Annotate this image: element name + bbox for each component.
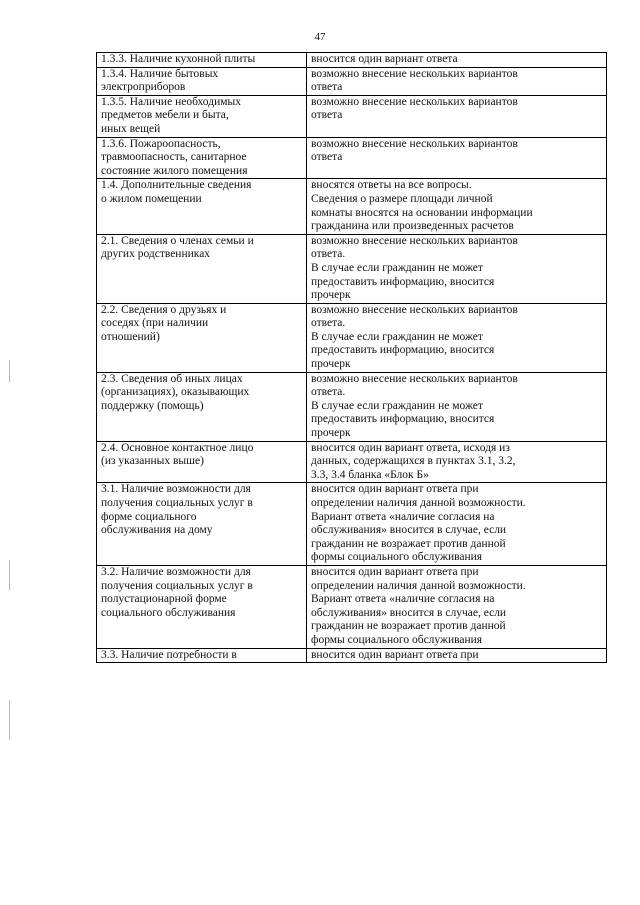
text-line: ответа (311, 151, 343, 164)
text-line: (организациях), оказывающих (101, 386, 250, 399)
scan-edge-mark (9, 360, 10, 382)
text-line: определении наличия данной возможности. (311, 579, 526, 592)
scan-edge-mark (9, 560, 10, 590)
text-line: (из указанных выше) (101, 455, 204, 468)
text-line: прочерк (311, 289, 351, 302)
table-body (97, 53, 607, 663)
text-line: вносится один вариант ответа, исходя из (311, 441, 510, 454)
text-line: полустационарной форме (101, 593, 227, 606)
text-line: форме социального (101, 510, 197, 523)
text-line: предоставить информацию, вносится (311, 344, 495, 357)
instructions-table (96, 52, 607, 663)
text-line: обслуживания» вносится в случае, если (311, 524, 507, 537)
text-line: ответа. (311, 386, 346, 399)
text-line: Вариант ответа «наличие согласия на (311, 510, 495, 523)
text-line: о жилом помещении (101, 192, 202, 205)
table-row (97, 565, 607, 648)
rule-cell (307, 303, 607, 372)
text-line: гражданина или произведенных расчетов (311, 220, 514, 233)
text-line: ответа (311, 109, 343, 122)
rule-cell (307, 372, 607, 441)
rule-cell (307, 179, 607, 234)
text-line: 1.3.4. Наличие бытовых (101, 67, 219, 80)
text-line: 1.3.6. Пожароопасность, (101, 137, 221, 150)
text-line: возможно внесение нескольких вариантов (311, 372, 518, 385)
text-line: возможно внесение нескольких вариантов (311, 137, 518, 150)
rule-cell (307, 565, 607, 648)
text-line: прочерк (311, 427, 351, 440)
text-line: формы социального обслуживания (311, 633, 483, 646)
item-cell (97, 53, 307, 68)
text-line: получения социальных услуг в (101, 497, 253, 509)
text-line: соседях (при наличии (101, 317, 209, 330)
item-cell (97, 372, 307, 441)
rule-cell (307, 67, 607, 95)
text-line: 3.1. Наличие возможности для (101, 483, 251, 496)
text-line: 2.2. Сведения о друзьях и (101, 303, 227, 316)
text-line: прочерк (311, 358, 351, 371)
rule-cell (307, 483, 607, 566)
text-line: иных вещей (101, 122, 161, 135)
text-line: гражданин не возражает против данной (311, 620, 506, 633)
rule-cell (307, 53, 607, 68)
text-line: вносится один вариант ответа при (311, 648, 479, 661)
item-cell (97, 648, 307, 663)
text-line: предоставить информацию, вносится (311, 275, 495, 288)
text-line: возможно внесение нескольких вариантов (311, 303, 518, 316)
item-cell (97, 234, 307, 303)
table-row (97, 67, 607, 95)
text-line: В случае если гражданин не может (311, 399, 483, 412)
text-line: ответа. (311, 317, 346, 330)
text-line: ответа. (311, 248, 346, 261)
text-line: обслуживания на дому (101, 524, 213, 537)
text-line: поддержку (помощь) (101, 399, 204, 412)
text-line: предметов мебели и быта, (101, 109, 229, 122)
rule-cell (307, 234, 607, 303)
page-number: 47 (314, 31, 326, 43)
text-line: 3.3. Наличие потребности в (101, 648, 237, 661)
text-line: формы социального обслуживания (311, 551, 483, 564)
table-row (97, 303, 607, 372)
text-line: В случае если гражданин не может (311, 261, 483, 274)
text-line: 2.1. Сведения о членах семьи и (101, 234, 254, 247)
text-line: ответа (311, 81, 343, 94)
text-line: 1.4. Дополнительные сведения (101, 179, 252, 192)
item-cell (97, 179, 307, 234)
table-row (97, 137, 607, 179)
text-line: вносятся ответы на все вопросы. (311, 179, 472, 192)
table-row (97, 372, 607, 441)
text-line: В случае если гражданин не может (311, 330, 483, 343)
text-line: данных, содержащихся в пунктах 3.1, 3.2, (311, 455, 516, 468)
text-line: вносится один вариант ответа (311, 53, 458, 65)
item-cell (97, 303, 307, 372)
item-cell (97, 137, 307, 179)
text-line: электроприборов (101, 81, 186, 94)
item-cell (97, 483, 307, 566)
text-line: гражданин не возражает против данной (311, 537, 506, 550)
item-cell (97, 67, 307, 95)
text-line: социального обслуживания (101, 606, 236, 619)
text-line: вносится один вариант ответа при (311, 483, 479, 496)
text-line: отношений) (101, 330, 160, 343)
text-line: 3.3, 3.4 бланка «Блок Б» (311, 468, 429, 481)
text-line: Сведения о размере площади личной (311, 192, 493, 205)
table-row (97, 53, 607, 68)
text-line: травмоопасность, санитарное (101, 151, 247, 164)
table-row (97, 441, 607, 483)
table-row (97, 483, 607, 566)
text-line: 2.4. Основное контактное лицо (101, 441, 254, 454)
text-line: определении наличия данной возможности. (311, 497, 526, 509)
text-line: Вариант ответа «наличие согласия на (311, 593, 495, 606)
text-line: получения социальных услуг в (101, 579, 253, 592)
text-line: возможно внесение нескольких вариантов (311, 234, 518, 247)
text-line: комнаты вносятся на основании информации (311, 206, 533, 219)
rule-cell (307, 648, 607, 663)
rule-cell (307, 441, 607, 483)
table-row (97, 234, 607, 303)
table-row (97, 648, 607, 663)
text-line: предоставить информацию, вносится (311, 413, 495, 426)
text-line: обслуживания» вносится в случае, если (311, 606, 507, 619)
table-row (97, 95, 607, 137)
item-cell (97, 565, 307, 648)
text-line: 1.3.3. Наличие кухонной плиты (101, 53, 256, 65)
rule-cell (307, 137, 607, 179)
scan-edge-mark (9, 700, 10, 740)
text-line: 3.2. Наличие возможности для (101, 565, 251, 578)
item-cell (97, 95, 307, 137)
text-line: состояние жилого помещения (101, 164, 248, 177)
item-cell (97, 441, 307, 483)
text-line: возможно внесение нескольких вариантов (311, 95, 518, 108)
rule-cell (307, 95, 607, 137)
text-line: вносится один вариант ответа при (311, 565, 479, 578)
text-line: других родственниках (101, 248, 211, 261)
table-row (97, 179, 607, 234)
text-line: 2.3. Сведения об иных лицах (101, 372, 243, 385)
text-line: 1.3.5. Наличие необходимых (101, 95, 241, 108)
text-line: возможно внесение нескольких вариантов (311, 67, 518, 80)
